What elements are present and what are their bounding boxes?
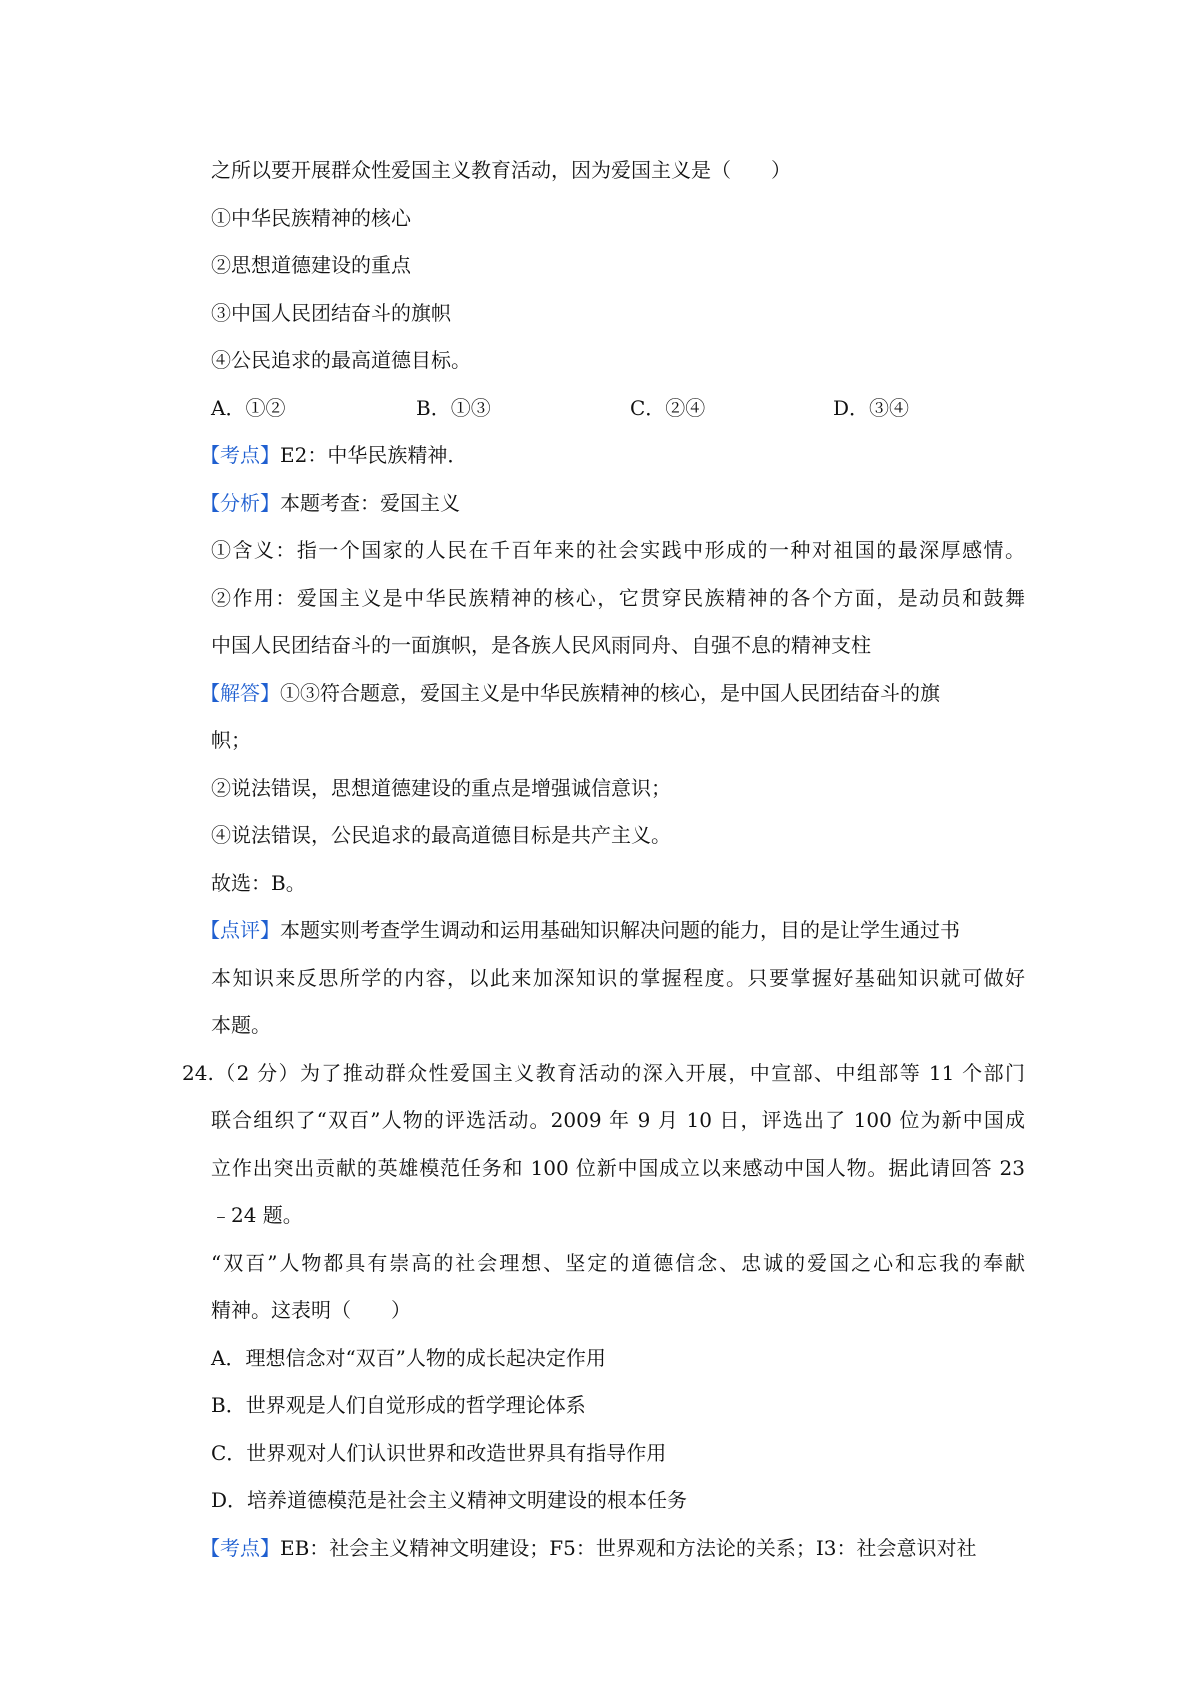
q24-option-c: C．世界观对人们认识世界和改造世界具有指导作用 <box>211 1440 667 1465</box>
kaodian-tag: 【考点】 <box>200 1535 280 1560</box>
q23-options <box>0 385 1200 433</box>
fenxi-text: 本题考查：爱国主义 <box>280 490 460 515</box>
q23-item-2: ②思想道德建设的重点 <box>211 253 411 277</box>
q24-question-line: 精神。这表明（ ） <box>211 1298 411 1322</box>
q24-option-d: D．培养道德模范是社会主义精神文明建设的根本任务 <box>211 1488 688 1512</box>
dianping-line: 本知识来反思所学的内容，以此来加深知识的掌握程度。只要掌握好基础知识就可做好 <box>211 965 1025 990</box>
jieda-line: ②说法错误，思想道德建设的重点是增强诚信意识； <box>211 775 671 800</box>
kaodian-text: E2：中华民族精神． <box>280 443 468 467</box>
q23-option-d: D．③④ <box>833 395 910 420</box>
jieda-text: ①③符合题意，爱国主义是中华民族精神的核心，是中国人民团结奋斗的旗 <box>280 680 940 705</box>
jieda-tag: 【解答】 <box>200 680 280 705</box>
q24-kaodian <box>0 1525 1200 1573</box>
q23-kaodian <box>0 432 1200 480</box>
q23-option-a: A．①② <box>211 395 286 420</box>
fenxi-line: ②作用：爱国主义是中华民族精神的核心，它贯穿民族精神的各个方面，是动员和鼓舞 <box>211 585 1025 610</box>
q23-item-3: ③中国人民团结奋斗的旗帜 <box>211 300 451 325</box>
q23-option-b: B．①③ <box>416 395 491 420</box>
q24-question-line: “双百”人物都具有崇高的社会理想、坚定的道德信念、忠诚的爱国之心和忘我的奉献 <box>211 1250 1025 1275</box>
fenxi-line: 中国人民团结奋斗的一面旗帜，是各族人民风雨同舟、自强不息的精神支柱 <box>211 633 871 657</box>
q23-fenxi <box>0 480 1200 528</box>
q23-dianping <box>0 907 1200 955</box>
q24-stem-line: 24.（2 分）为了推动群众性爱国主义教育活动的深入开展，中宣部、中组部等 11 个部门 <box>182 1060 1025 1085</box>
q24-stem-line: 联合组织了“双百”人物的评选活动。2009 年 9 月 10 日，评选出了 100 位为新中国成 <box>211 1108 1025 1132</box>
kaodian-text: EB：社会主义精神文明建设；F5：世界观和方法论的关系；I3：社会意识对社 <box>280 1535 977 1560</box>
q23-option-c: C．②④ <box>630 395 706 420</box>
fenxi-line: ①含义：指一个国家的人民在千百年来的社会实践中形成的一种对祖国的最深厚感情。 <box>211 538 1025 562</box>
dianping-text: 本题实则考查学生调动和运用基础知识解决问题的能力，目的是让学生通过书 <box>280 918 960 942</box>
q24-option-a: A．理想信念对“双百”人物的成长起决定作用 <box>211 1345 606 1370</box>
jieda-line: 帜； <box>211 728 251 752</box>
q24-stem-line: 立作出突出贡献的英雄模范任务和 100 位新中国成立以来感动中国人物。据此请回答 23 <box>211 1155 1025 1180</box>
dianping-tag: 【点评】 <box>200 918 280 942</box>
q23-item-4: ④公民追求的最高道德目标。 <box>211 348 471 372</box>
document-page <box>0 147 1200 1572</box>
q24-option-b: B．世界观是人们自觉形成的哲学理论体系 <box>211 1393 586 1417</box>
q23-jieda <box>0 670 1200 718</box>
jieda-answer: 故选：B。 <box>211 870 306 895</box>
q23-stem: 之所以要开展群众性爱国主义教育活动，因为爱国主义是（ ） <box>211 158 791 182</box>
q24-stem-line: ﹣24 题。 <box>211 1203 303 1227</box>
fenxi-tag: 【分析】 <box>200 490 280 515</box>
dianping-line: 本题。 <box>211 1013 271 1037</box>
kaodian-tag: 【考点】 <box>200 443 280 467</box>
q23-item-1: ①中华民族精神的核心 <box>211 205 411 230</box>
jieda-line: ④说法错误，公民追求的最高道德目标是共产主义。 <box>211 823 671 847</box>
